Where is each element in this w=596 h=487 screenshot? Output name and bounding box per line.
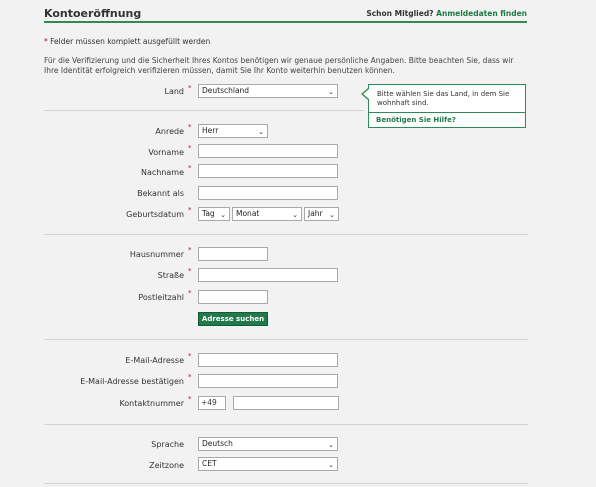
street-required-star: * <box>188 267 192 275</box>
birth-month-value: Monat <box>236 209 260 218</box>
email-confirm-input[interactable] <box>198 374 338 388</box>
firstname-label: Vorname <box>148 148 184 157</box>
phone-label: Kontaktnummer <box>119 399 184 408</box>
required-text: Felder müssen komplett ausgefüllt werden <box>50 37 211 46</box>
email-required-star: * <box>188 352 192 360</box>
required-star: * <box>44 37 48 46</box>
chevron-down-icon: ⌄ <box>328 441 334 449</box>
birth-day-select[interactable] <box>198 207 230 221</box>
chevron-down-icon: ⌄ <box>329 211 335 219</box>
member-prefix-text: Schon Mitglied? <box>366 9 434 18</box>
section-divider <box>44 110 364 111</box>
tooltip-text: Bitte wählen Sie das Land, in dem Sie wohnhaft sind. <box>377 90 510 107</box>
postcode-input[interactable] <box>198 290 268 304</box>
email-input[interactable] <box>198 353 338 367</box>
member-prompt <box>366 9 527 18</box>
email-confirm-required-star: * <box>188 373 192 381</box>
lastname-required-star: * <box>188 164 192 172</box>
salutation-label: Anrede <box>155 127 184 136</box>
birthdate-required-star: * <box>188 206 192 214</box>
country-label: Land <box>164 87 184 96</box>
birthdate-label: Geburtsdatum <box>126 210 184 219</box>
search-address-button[interactable]: Adresse suchen <box>198 312 268 326</box>
language-label: Sprache <box>151 440 184 449</box>
firstname-input[interactable] <box>198 144 338 158</box>
tooltip-divider <box>369 112 525 113</box>
find-login-link[interactable]: Anmeldedaten finden <box>436 9 527 18</box>
housenumber-input[interactable] <box>198 247 268 261</box>
section-divider <box>44 424 528 425</box>
help-link[interactable]: Benötigen Sie Hilfe? <box>376 116 456 124</box>
nickname-label: Bekannt als <box>137 189 184 198</box>
birth-month-select[interactable] <box>232 207 302 221</box>
housenumber-label: Hausnummer <box>129 250 184 259</box>
country-required-star: * <box>188 84 192 92</box>
tooltip-arrow-inner <box>363 89 369 99</box>
intro-text: Für die Verifizierung und die Sicherheit Ihres Kontos benötigen wir genaue persönliche Angaben. Bitte beachten Sie, dass wir Ihre Identität erfolgreich verifizieren müssen, damit Sie Ihr Konto weiterhin benutzen können. <box>44 56 514 75</box>
street-label: Straße <box>157 271 184 280</box>
birth-day-value: Tag <box>202 209 215 218</box>
phone-required-star: * <box>188 395 192 403</box>
salutation-value: Herr <box>202 126 219 135</box>
nickname-input[interactable] <box>198 186 338 200</box>
phone-prefix-field[interactable]: +49 <box>198 396 226 410</box>
language-value: Deutsch <box>202 439 233 448</box>
housenumber-required-star: * <box>188 246 192 254</box>
chevron-down-icon: ⌄ <box>292 211 298 219</box>
postcode-label: Postleitzahl <box>138 293 184 302</box>
birth-year-value: Jahr <box>308 209 323 218</box>
page-title: Kontoeröffnung <box>44 7 142 20</box>
header <box>44 7 527 23</box>
firstname-required-star: * <box>188 144 192 152</box>
country-select[interactable] <box>198 84 338 98</box>
chevron-down-icon: ⌄ <box>328 461 334 469</box>
postcode-required-star: * <box>188 289 192 297</box>
language-select[interactable] <box>198 437 338 451</box>
chevron-down-icon: ⌄ <box>220 211 226 219</box>
timezone-value: CET <box>202 459 217 468</box>
required-note <box>44 37 210 46</box>
lastname-label: Nachname <box>140 168 184 177</box>
email-label: E-Mail-Adresse <box>125 356 184 365</box>
salutation-select[interactable] <box>198 124 268 138</box>
section-divider <box>44 234 528 235</box>
section-divider <box>44 483 528 484</box>
timezone-select[interactable] <box>198 457 338 471</box>
lastname-input[interactable] <box>198 164 338 178</box>
timezone-label: Zeitzone <box>149 461 184 470</box>
birth-year-select[interactable] <box>304 207 339 221</box>
street-input[interactable] <box>198 268 338 282</box>
chevron-down-icon: ⌄ <box>328 88 334 96</box>
country-value: Deutschland <box>202 86 250 95</box>
chevron-down-icon: ⌄ <box>258 128 264 136</box>
phone-input[interactable] <box>233 396 339 410</box>
salutation-required-star: * <box>188 123 192 131</box>
section-divider <box>44 339 528 340</box>
email-confirm-label: E-Mail-Adresse bestätigen <box>80 377 184 386</box>
country-tooltip <box>368 84 526 128</box>
